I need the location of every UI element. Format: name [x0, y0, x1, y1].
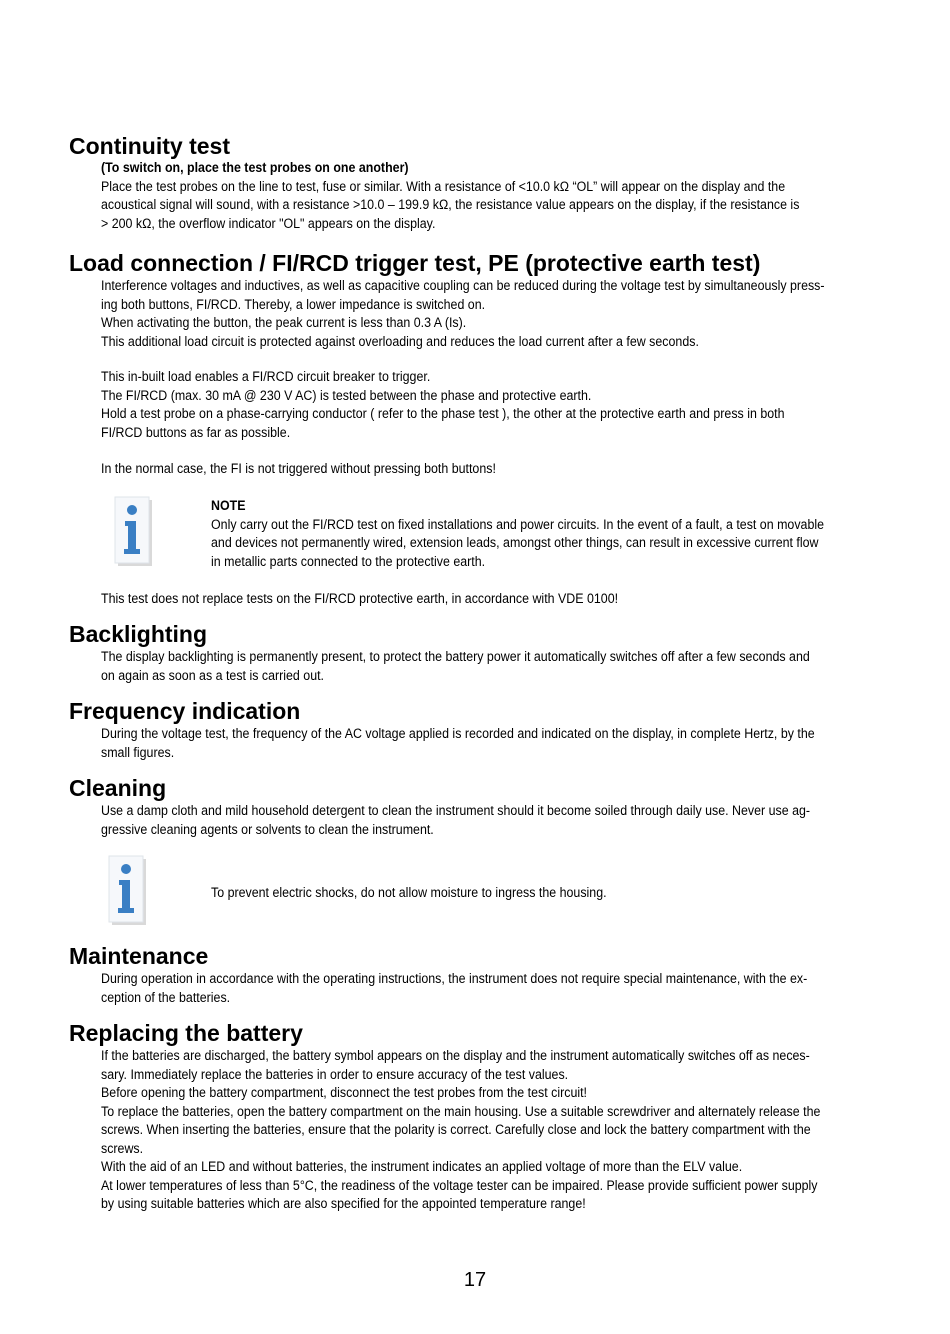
text-line: and devices not permanently wired, extension leads, amongst other things, can result in excessive current flow [211, 535, 819, 550]
text-line: gressive cleaning agents or solvents to clean the instrument. [101, 821, 434, 837]
text-line: by using suitable batteries which are also specified for the appointed temperature range! [101, 1196, 586, 1211]
battery-body [101, 1047, 871, 1214]
text-line: FI/RCD buttons as far as possible. [101, 424, 291, 440]
text-line: ception of the batteries. [101, 989, 231, 1005]
text-line: When activating the button, the peak current is less than 0.3 A (Is). [101, 315, 467, 330]
cleaning-body [101, 802, 871, 839]
info-icon [106, 855, 148, 927]
text-line: The FI/RCD (max. 30 mA @ 230 V AC) is tested between the phase and protective earth. [101, 387, 592, 403]
continuity-subtitle: (To switch on, place the test probes on one another) [101, 160, 409, 175]
load-para-1 [101, 277, 871, 351]
text-line: To replace the batteries, open the battery compartment on the main housing. Use a suitable screwdriver and alternately release the [101, 1103, 821, 1119]
text-line: This additional load circuit is protected against overloading and reduces the load current after a few seconds. [101, 333, 699, 349]
note-moisture [211, 884, 607, 903]
heading-load-connection: Load connection / FI/RCD trigger test, PE (protective earth test) [69, 250, 761, 276]
text-line: To prevent electric shocks, do not allow moisture to ingress the housing. [211, 885, 607, 900]
note-fi-rcd [211, 497, 824, 571]
backlighting-body [101, 648, 871, 685]
text-line: Place the test probes on the line to test, fuse or similar. With a resistance of <10.0 kΩ “OL” will appear on the display and the [101, 178, 786, 194]
text-line: sary. Immediately replace the batteries in order to ensure accuracy of the test values. [101, 1066, 569, 1082]
text-line: This test does not replace tests on the FI/RCD protective earth, in accordance with VDE 0100! [101, 591, 619, 606]
load-para-3 [101, 460, 871, 479]
heading-cleaning: Cleaning [69, 775, 167, 801]
page-number: 17 [463, 1269, 487, 1291]
text-line: The display backlighting is permanently present, to protect the battery power it automatically switches off after a few seconds and [101, 649, 810, 664]
text-line: Before opening the battery compartment, disconnect the test probes from the test circuit! [101, 1085, 588, 1100]
load-para-4 [101, 590, 871, 609]
continuity-body [101, 159, 871, 233]
heading-maintenance: Maintenance [69, 943, 209, 969]
heading-replacing-battery: Replacing the battery [69, 1020, 303, 1046]
text-line: Interference voltages and inductives, as well as capacitive coupling can be reduced during the voltage test by simultaneously press- [101, 278, 825, 293]
text-line: screws. [101, 1140, 144, 1156]
text-line: acoustical signal will sound, with a resistance >10.0 – 199.9 kΩ, the resistance value appears on the display, if the resistance is [101, 197, 800, 212]
text-line: Use a damp cloth and mild household detergent to clean the instrument should it become soiled through daily use. Never use ag- [101, 803, 811, 818]
text-line: small figures. [101, 744, 175, 760]
text-line: Hold a test probe on a phase-carrying conductor ( refer to the phase test ), the other at the protective earth and press in both [101, 406, 785, 421]
text-line: This in-built load enables a FI/RCD circuit breaker to trigger. [101, 369, 431, 384]
text-line: in metallic parts connected to the protective earth. [211, 553, 486, 569]
text-line: During the voltage test, the frequency of the AC voltage applied is recorded and indicated on the display, in complete Hertz, by the [101, 726, 815, 741]
heading-frequency-indication: Frequency indication [69, 698, 301, 724]
note-heading: NOTE [211, 498, 246, 513]
text-line: During operation in accordance with the operating instructions, the instrument does not require special maintenance, with the ex- [101, 971, 808, 986]
text-line: > 200 kΩ, the overflow indicator "OL" appears on the display. [101, 215, 436, 231]
info-icon [112, 496, 154, 568]
text-line: At lower temperatures of less than 5°C, the readiness of the voltage tester can be impaired. Please provide sufficient power supply [101, 1177, 818, 1193]
text-line: In the normal case, the FI is not triggered without pressing both buttons! [101, 461, 496, 476]
heading-backlighting: Backlighting [69, 621, 208, 647]
frequency-body [101, 725, 871, 762]
text-line: ing both buttons, FI/RCD. Thereby, a lower impedance is switched on. [101, 296, 486, 312]
text-line: on again as soon as a test is carried out. [101, 667, 325, 683]
text-line: screws. When inserting the batteries, ensure that the polarity is correct. Carefully close and lock the battery compartment with the [101, 1122, 811, 1137]
text-line: Only carry out the FI/RCD test on fixed installations and power circuits. In the event of a fault, a test on movable [211, 516, 825, 532]
text-line: With the aid of an LED and without batteries, the instrument indicates an applied voltage of more than the ELV value. [101, 1159, 743, 1174]
text-line: If the batteries are discharged, the battery symbol appears on the display and the instrument automatically switches off as neces- [101, 1048, 810, 1063]
heading-continuity-test: Continuity test [69, 133, 230, 159]
load-para-2 [101, 368, 871, 442]
maintenance-body [101, 970, 871, 1007]
